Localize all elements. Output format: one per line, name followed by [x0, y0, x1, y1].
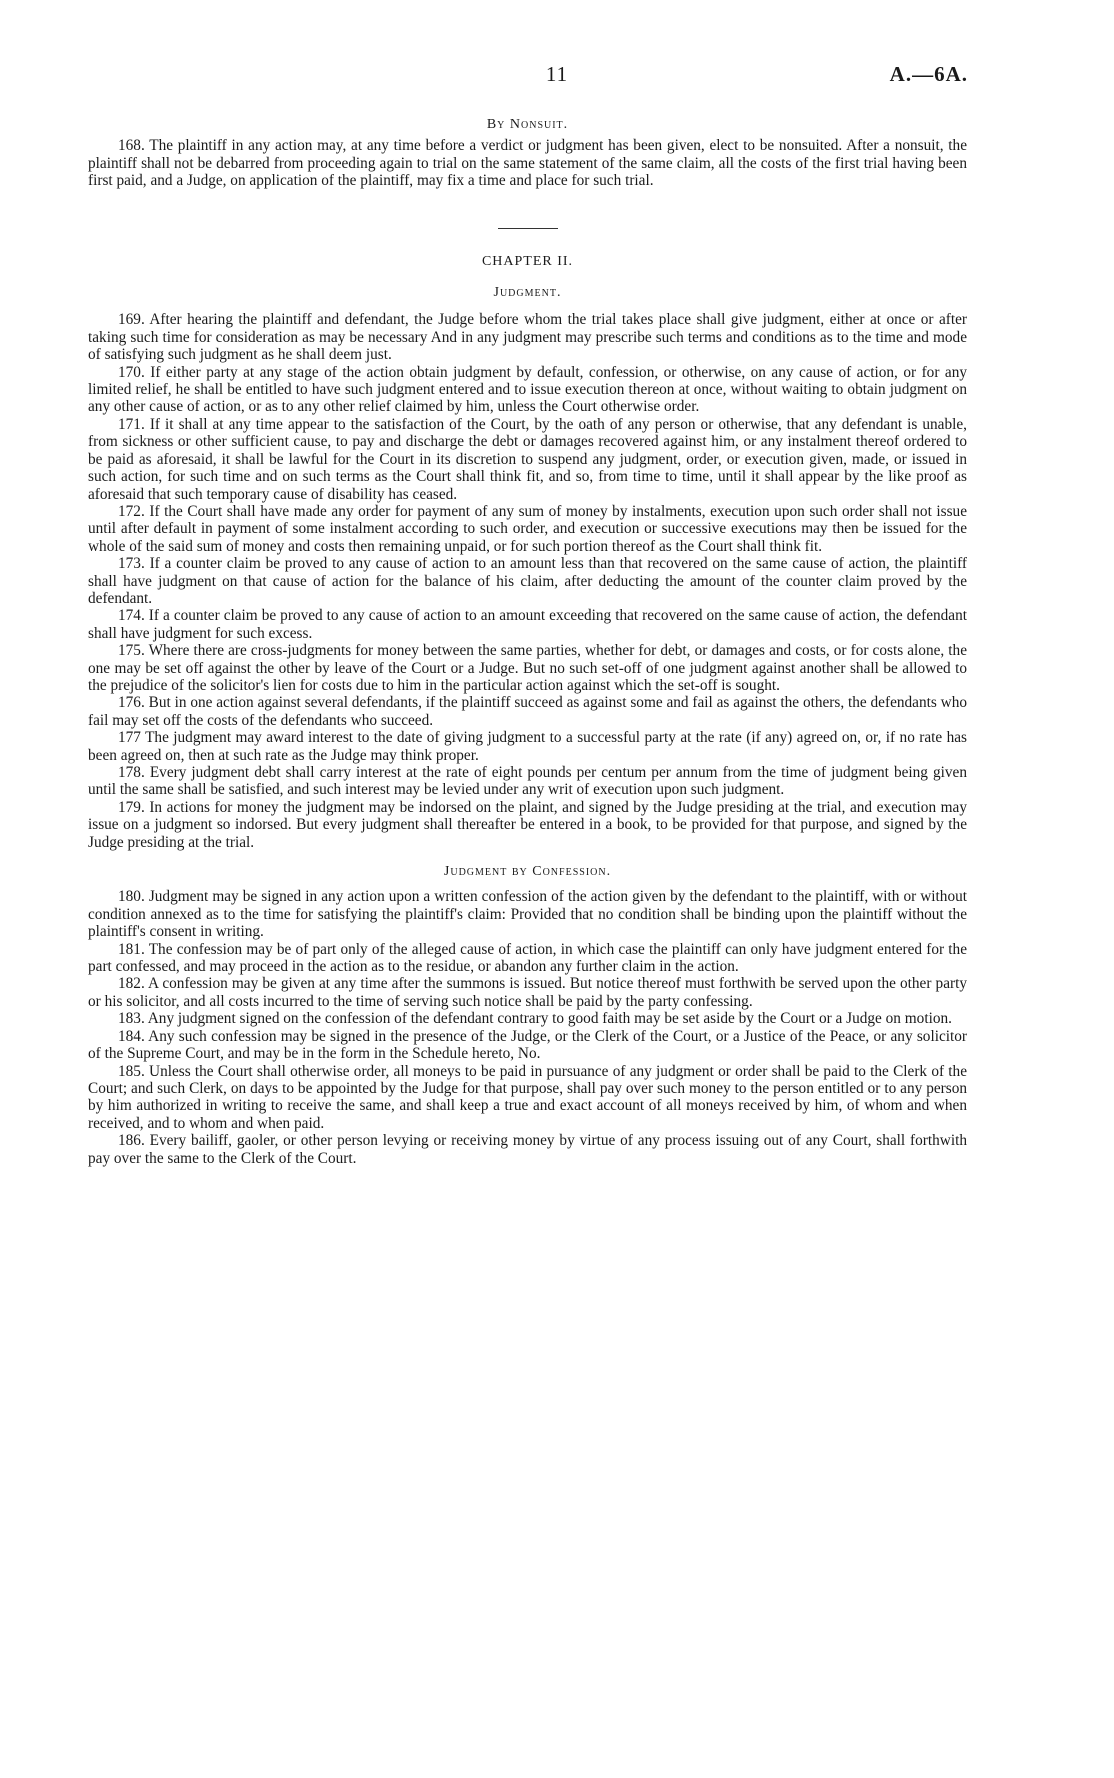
paragraph-184: 184. Any such confession may be signed in the presence of the Judge, or the Clerk of the Court, or a Justice of the Peace, or any solicitor of the Supreme Court, and may be in the form in the Schedule hereto, No.	[88, 1027, 967, 1063]
body-text	[88, 116, 967, 1167]
paragraph-168: 168. The plaintiff in any action may, at any time before a verdict or judgment has been given, elect to be nonsuited. After a nonsuit, the plaintiff shall not be debarred from proceeding again to trial on the same statement of the same claim, all the costs of the first trial having been first paid, and a Judge, on application of the plaintiff, may fix a time and place for such trial.	[88, 137, 967, 190]
paragraph-181: 181. The confession may be of part only of the alleged cause of action, in which case the plaintiff can only have judgment entered for the part confessed, and may proceed in the action as to the residue, or abandon any further claim in the action.	[88, 940, 967, 976]
paragraph-170: 170. If either party at any stage of the action obtain judgment by default, confession, or otherwise, on any cause of action, or for any limited relief, he shall be entitled to have such judgment entered and to issue execution thereon at once, without waiting to obtain judgment on any other cause of action, or as to any other relief claimed by him, unless the Court otherwise order.	[88, 363, 967, 416]
paragraph-178: 178. Every judgment debt shall carry interest at the rate of eight pounds per centum per annum from the time of judgment being given until the same shall be satisfied, and such interest may be levied under any writ of execution upon such judgment.	[88, 764, 967, 799]
paragraph-177: 177 The judgment may award interest to the date of giving judgment to a successful party at the rate (if any) agreed on, or, if no rate has been agreed on, then at such rate as the Judge may think proper.	[88, 729, 967, 764]
paragraph-171: 171. If it shall at any time appear to the satisfaction of the Court, by the oath of any person or otherwise, that any defendant is unable, from sickness or other sufficient cause, to pay and discharge the debt or damages recovered against him, or any instalment thereof ordered to be paid as aforesaid, it shall be lawful for the Court in its discretion to suspend any judgment, order, or execution given, made, or issued in such action, for such time and on such terms as the Court shall think fit, and so, from time to time, until it shall appear by the like proof as aforesaid that such temporary cause of disability has ceased.	[88, 415, 967, 503]
paragraph-173: 173. If a counter claim be proved to any cause of action to an amount less than that recovered on the same cause of action, the plaintiff shall have judgment on that cause of action for the balance of his claim, after deducting the amount of the counter claim proved by the defendant.	[88, 555, 967, 607]
paragraph-169: 169. After hearing the plaintiff and defendant, the Judge before whom the trial takes place shall give judgment, either at once or after taking such time for consideration as may be necessary And in any judgment may prescribe such terms and conditions as to the time and mode of satisfying such judgment as he shall deem just.	[88, 311, 967, 364]
paragraph-175: 175. Where there are cross-judgments for money between the same parties, whether for debt, or damages and costs, or for costs alone, the one may be set off against the other by leave of the Court or a Judge. But no such set-off of one judgment against another shall be allowed to the prejudice of the solicitor's lien for costs due to him in the particular action against which the set-off is sought.	[88, 642, 967, 694]
series-code: A.—6A.	[889, 62, 968, 86]
paragraph-185: 185. Unless the Court shall otherwise order, all moneys to be paid in pursuance of any judgment or order shall be paid to the Clerk of the Court; and such Clerk, on days to be appointed by the Judge for that purpose, shall pay over such money to the person entitled or to any person by him authorized in writing to receive the same, and shall keep a true and exact account of all moneys received by him, of whom and when received, and to whom and when paid.	[88, 1062, 967, 1132]
section-heading-judgment: Judgment.	[493, 285, 562, 301]
paragraph-186: 186. Every bailiff, gaoler, or other person levying or receiving money by virtue of any process issuing out of any Court, shall forthwith pay over the same to the Clerk of the Court.	[88, 1132, 967, 1167]
paragraph-176: 176. But in one action against several defendants, if the plaintiff succeed as against some and fail as against the others, the defendants who fail may set off the costs of the defendants who succeed.	[88, 694, 967, 729]
paragraph-174: 174. If a counter claim be proved to any cause of action to an amount exceeding that recovered on the same cause of action, the defendant shall have judgment for such excess.	[88, 607, 967, 642]
section-heading-nonsuit: By Nonsuit.	[486, 117, 569, 132]
paragraph-172: 172. If the Court shall have made any order for payment of any sum of money by instalments, execution upon such order shall not issue until after default in payment of some instalment according to such order, and execution or successive executions may then be issued for the whole of the said sum of money and costs then remaining unpaid, or for such portion thereof as the Court shall think fit.	[88, 502, 967, 555]
paragraph-183: 183. Any judgment signed on the confession of the defendant contrary to good faith may be set aside by the Court or a Judge on motion.	[118, 1010, 952, 1028]
section-heading-confession: Judgment by Confession.	[443, 864, 612, 880]
paragraph-182: 182. A confession may be given at any time after the summons is issued. But notice thereof must forthwith be served upon the other party or his solicitor, and all costs incurred to the time of serving such notice shall be paid by the party confessing.	[88, 975, 967, 1010]
paragraph-179: 179. In actions for money the judgment may be indorsed on the plaint, and signed by the Judge presiding at the trial, and execution may issue on a judgment so indorsed. But every judgment shall thereafter be entered in a book, to be provided for that purpose, and signed by the Judge presiding at the trial.	[88, 798, 967, 851]
page-number: 11	[545, 62, 569, 86]
chapter-title: CHAPTER II.	[481, 253, 574, 269]
paragraph-180: 180. Judgment may be signed in any action upon a written confession of the action given by the defendant to the plaintiff, with or without condition annexed as to the time for satisfying the plaintiff's claim: Provided that no condition shall be binding upon the plaintiff without the plaintiff's consent in writing.	[88, 888, 967, 941]
